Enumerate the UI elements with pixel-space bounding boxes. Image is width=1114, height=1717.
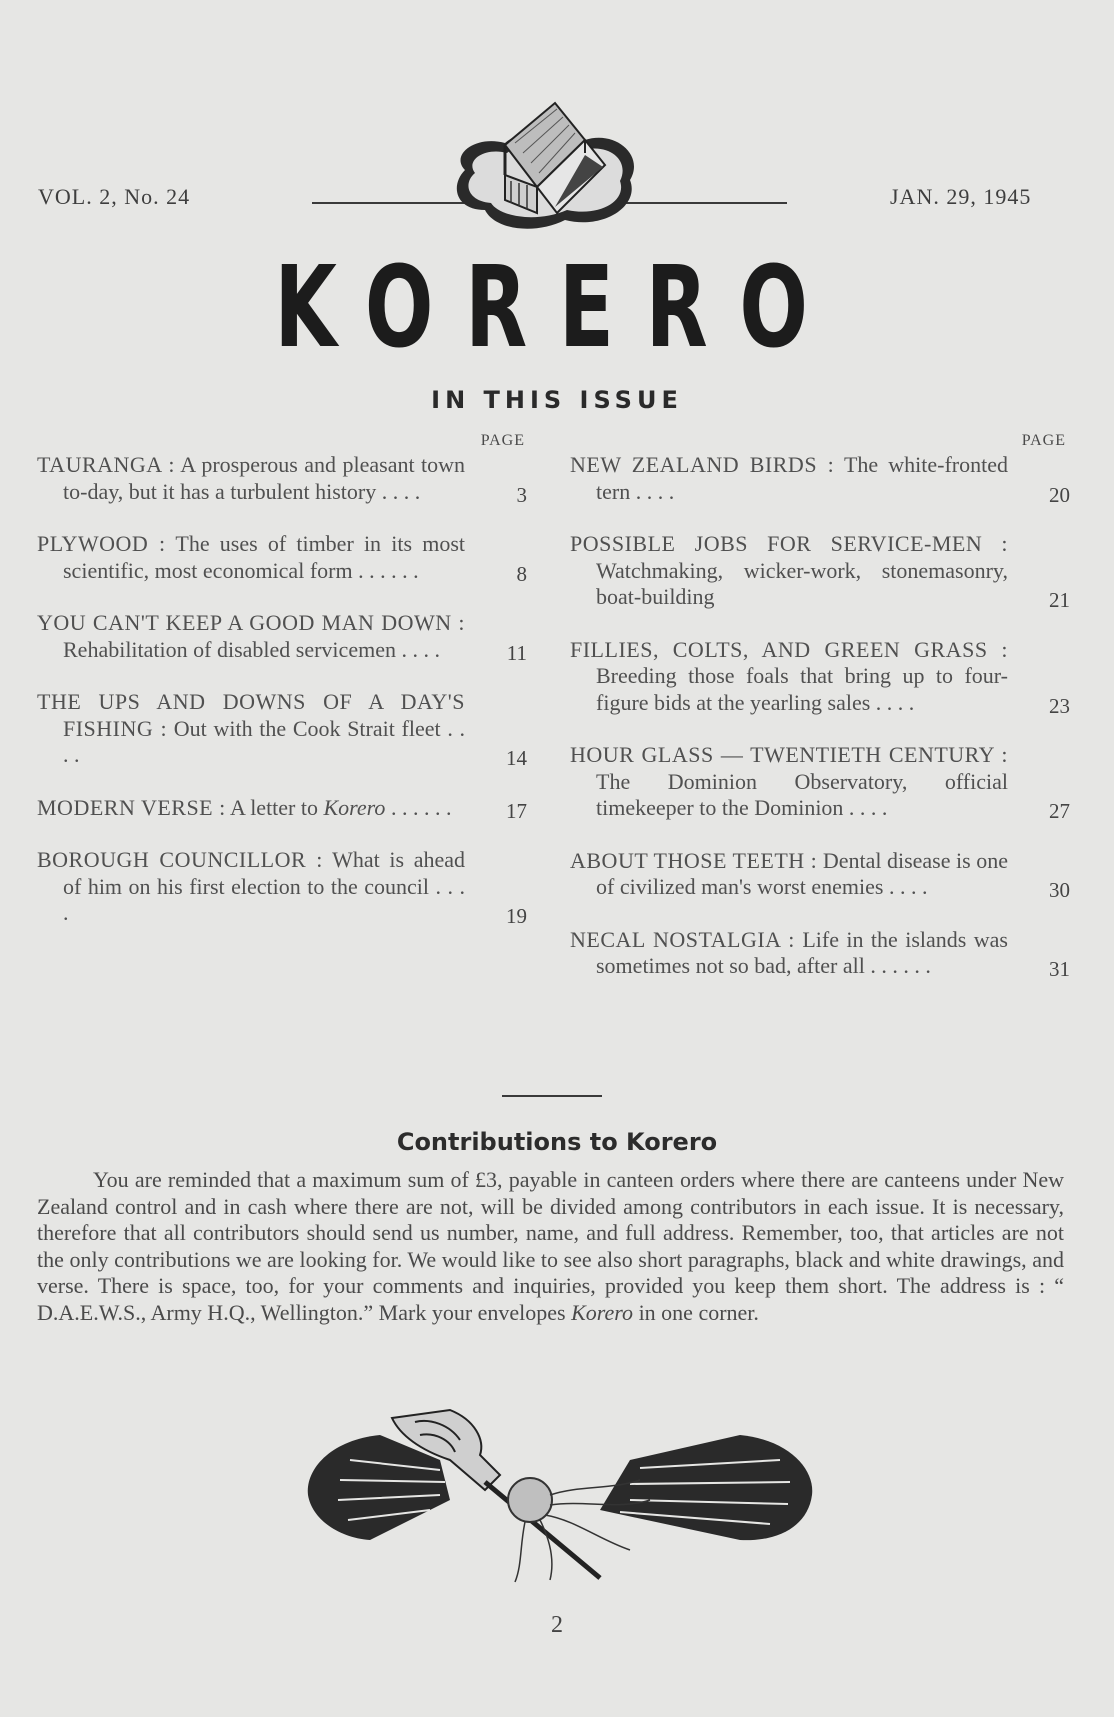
toc-entry-description: What is ahead of him on his first election to the council . . . . xyxy=(63,847,465,925)
toc-entry-heading: ABOUT THOSE TEETH : xyxy=(570,847,818,873)
toc-entry-page: 27 xyxy=(1049,799,1070,823)
toc-entry-description: The white-fronted tern . . . . xyxy=(596,452,1008,504)
toc-entry-page: 14 xyxy=(506,746,527,770)
section-divider xyxy=(502,1095,602,1097)
toc-entry[interactable] xyxy=(570,452,1070,505)
magazine-title: KORERO xyxy=(274,243,840,373)
contributions-paragraph xyxy=(37,1167,1064,1326)
issue-date: JAN. 29, 1945 xyxy=(890,184,1032,209)
toc-entry-description: A letter to xyxy=(225,794,324,820)
toc-entry-italic-title: Korero xyxy=(323,794,386,820)
toc-entry-page: 23 xyxy=(1049,693,1070,718)
toc-entry-description: Life in the islands was sometimes not so bad, after all . . . . . . xyxy=(596,926,1008,978)
toc-entry-description: Rehabilitation of disabled servicemen . . . . xyxy=(63,636,440,662)
toc-entry-leader: . . . . . . xyxy=(385,794,452,820)
toc-entry[interactable] xyxy=(570,927,1070,980)
toc-entry-page: 31 xyxy=(1049,957,1070,981)
toc-entry-heading: BOROUGH COUNCILLOR : xyxy=(37,847,323,872)
contents-heading: IN THIS ISSUE xyxy=(431,386,683,414)
contributions-italic-title: Korero xyxy=(571,1299,634,1325)
toc-entry[interactable] xyxy=(37,531,527,584)
toc-entry-description: The uses of timber in its most scientific, most economical form . . . . . . xyxy=(63,531,465,583)
toc-entry-page: 8 xyxy=(516,561,527,586)
taiaha-carving-icon xyxy=(300,1400,820,1585)
toc-entry-page: 21 xyxy=(1049,588,1070,612)
toc-entry[interactable] xyxy=(37,847,527,927)
toc-entry[interactable] xyxy=(37,689,527,769)
toc-entry-heading: YOU CAN'T KEEP A GOOD MAN DOWN : xyxy=(37,610,465,635)
toc-entry[interactable] xyxy=(570,742,1070,822)
toc-entry-description: Watchmaking, wicker-work, stonemasonry, boat-building xyxy=(596,557,1008,609)
toc-entry-page: 20 xyxy=(1049,482,1070,507)
contributions-text: You are reminded that a maximum sum of £3, payable in canteen orders where there are canteens under New Zealand control and in cash where there are not, will be divided among contributors in each issue. It is necessary, therefore that all contributors should send us number, name, and full address. Remember, too, that articles are not the only contributions we are looking for. We would like to see also short paragraphs, black and white drawings, and verse. There is space, too, for your comments and inquiries, provided you keep them short. The address is : “ D.A.E.W.S., Army H.Q., Wellington.” Mark your envelopes xyxy=(37,1167,1064,1325)
toc-entry-description: Dental disease is one of civilized man's worst enemies . . . . xyxy=(596,847,1008,899)
toc-entry[interactable] xyxy=(570,848,1070,901)
toc-entry-page: 11 xyxy=(506,640,527,665)
volume-number: VOL. 2, No. 24 xyxy=(38,184,191,209)
toc-entry[interactable] xyxy=(570,637,1070,717)
toc-entry-heading: POSSIBLE JOBS FOR SERVICE-MEN : xyxy=(570,531,1008,556)
toc-entry-page: 3 xyxy=(516,482,527,507)
contributions-text-end: in one corner. xyxy=(633,1299,759,1325)
toc-entry-heading: NECAL NOSTALGIA : xyxy=(570,926,795,952)
toc-entry-page: 30 xyxy=(1049,878,1070,902)
toc-entry-heading: FILLIES, COLTS, AND GREEN GRASS : xyxy=(570,636,1008,662)
toc-entry[interactable] xyxy=(37,795,527,822)
toc-entry-heading: NEW ZEALAND BIRDS : xyxy=(570,452,835,477)
toc-entry[interactable] xyxy=(570,531,1070,611)
toc-left-column xyxy=(37,432,527,953)
toc-entry-description: The Dominion Observatory, official timekeeper to the Dominion . . . . xyxy=(596,768,1008,820)
contributions-heading: Contributions to Korero xyxy=(396,1128,718,1156)
meeting-house-icon xyxy=(445,95,645,245)
toc-entry-heading: TAURANGA : xyxy=(37,452,176,477)
toc-entry-heading: HOUR GLASS — TWENTIETH CENTURY : xyxy=(570,742,1008,767)
toc-entry-heading: MODERN VERSE : xyxy=(37,794,226,820)
page-number: 2 xyxy=(551,1612,563,1638)
page-column-heading: PAGE xyxy=(480,432,525,449)
toc-entry-description: A prosperous and pleasant town to-day, but it has a turbulent history . . . . xyxy=(63,452,465,504)
toc-entry[interactable] xyxy=(37,610,527,663)
toc-entry-description: Out with the Cook Strait fleet . . . . xyxy=(63,715,465,767)
toc-entry-page: 17 xyxy=(506,798,527,823)
page-column-heading: PAGE xyxy=(1021,432,1066,449)
toc-entry[interactable] xyxy=(37,452,527,505)
toc-entry-page: 19 xyxy=(506,904,527,928)
toc-entry-heading: PLYWOOD : xyxy=(37,531,166,556)
toc-entry-heading: THE UPS AND DOWNS OF A DAY'S FISHING : xyxy=(37,689,465,741)
toc-entry-description: Breeding those foals that bring up to four-figure bids at the yearling sales . . . . xyxy=(596,663,1008,715)
toc-right-column xyxy=(570,432,1070,1006)
masthead-rule-right xyxy=(625,202,787,204)
